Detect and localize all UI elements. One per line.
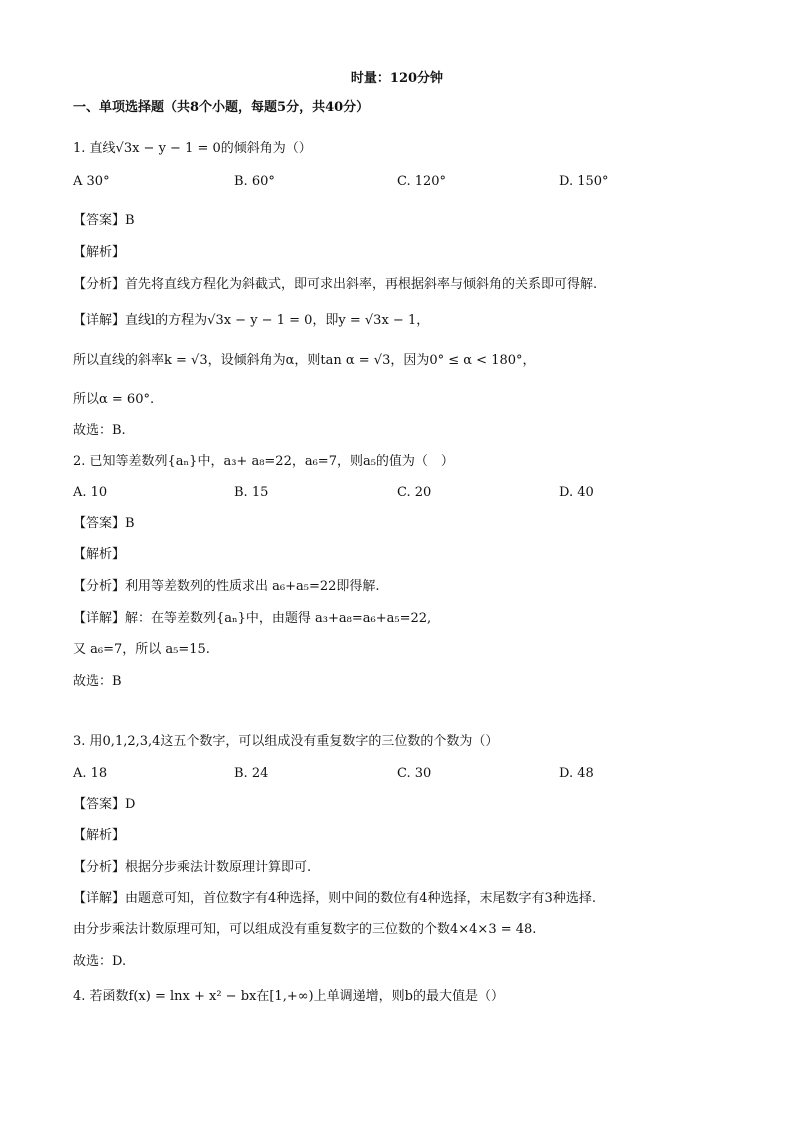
q1-choose: 故选：B. xyxy=(73,423,126,438)
q1-option-c: C. 120° xyxy=(397,174,447,189)
q1-detail-2: 所以直线的斜率k = √3，设倾斜角为α，则tan α = √3，因为0° ≤ α < 180°， xyxy=(73,353,536,368)
q3-option-a: A. 18 xyxy=(73,766,108,781)
q3-jiexi: 【解析】 xyxy=(73,828,126,843)
q2-choose: 故选：B xyxy=(73,674,122,689)
q2-analysis: 【分析】利用等差数列的性质求出 a₆+a₅=22即得解. xyxy=(73,579,380,594)
q1-option-a: A 30° xyxy=(73,174,110,189)
q1-option-d: D. 150° xyxy=(559,174,609,189)
q1-analysis: 【分析】首先将直线方程化为斜截式，即可求出斜率，再根据斜率与倾斜角的关系即可得解. xyxy=(73,277,598,292)
q2-jiexi: 【解析】 xyxy=(73,547,126,562)
q3-option-d: D. 48 xyxy=(559,766,594,781)
q2-option-c: C. 20 xyxy=(397,485,432,500)
q1-jiexi: 【解析】 xyxy=(73,245,126,260)
q2-stem: 2. 已知等差数列{aₙ}中，a₃+ a₈=22，a₆=7，则a₅的值为（ ） xyxy=(73,454,454,469)
q1-stem: 1. 直线√3x − y − 1 = 0的倾斜角为（） xyxy=(73,141,312,156)
q3-analysis: 【分析】根据分步乘法计数原理计算即可. xyxy=(73,860,312,875)
q1-answer: 【答案】B xyxy=(73,213,135,228)
q4-stem: 4. 若函数f(x) = lnx + x² − bx在[1,+∞)上单调递增，则b的最大值是（） xyxy=(73,989,504,1004)
q2-option-d: D. 40 xyxy=(559,485,594,500)
q1-detail-3: 所以α = 60°. xyxy=(73,392,155,407)
q2-detail-1: 【详解】解：在等差数列{aₙ}中，由题得 a₃+a₈=a₆+a₅=22, xyxy=(73,611,432,626)
q3-answer: 【答案】D xyxy=(73,797,136,812)
section-heading: 一、单项选择题（共8个小题，每题5分，共40分） xyxy=(73,100,370,115)
q2-option-a: A. 10 xyxy=(73,485,108,500)
q3-option-c: C. 30 xyxy=(397,766,432,781)
q2-detail-2: 又 a₆=7，所以 a₅=15. xyxy=(73,642,210,657)
q3-detail-1: 【详解】由题意可知，首位数字有4种选择，则中间的数位有4种选择，末尾数字有3种选择. xyxy=(73,891,596,906)
q3-option-b: B. 24 xyxy=(234,766,269,781)
q2-option-b: B. 15 xyxy=(234,485,269,500)
q2-answer: 【答案】B xyxy=(73,516,135,531)
page-title: 时量：120分钟 xyxy=(350,71,444,86)
q3-stem: 3. 用0,1,2,3,4这五个数字，可以组成没有重复数字的三位数的个数为（） xyxy=(73,734,499,749)
q3-choose: 故选：D. xyxy=(73,954,127,969)
q3-detail-2: 由分步乘法计数原理可知，可以组成没有重复数字的三位数的个数4×4×3 = 48. xyxy=(73,922,537,937)
q1-option-b: B. 60° xyxy=(234,174,275,189)
q1-detail-1: 【详解】直线l的方程为√3x − y − 1 = 0，即y = √3x − 1， xyxy=(73,313,430,328)
